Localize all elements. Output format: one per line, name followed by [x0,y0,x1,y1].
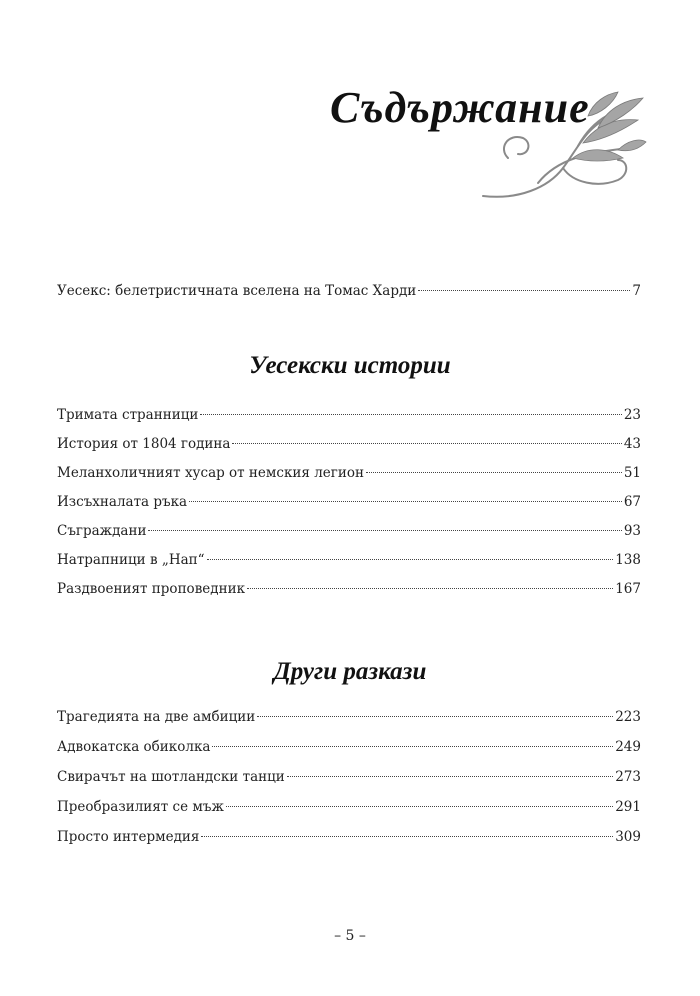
toc-entry-page: 7 [632,283,641,299]
toc-row[interactable] [57,552,641,574]
toc-entry-page: 291 [615,799,641,815]
section-heading-wessex-tales: Уесекски истории [249,352,451,379]
dot-leader [212,746,613,747]
toc-entry-page: 23 [623,407,641,423]
toc-entry-title: Натрапници в „Нап“ [57,552,205,568]
dot-leader [257,716,613,717]
toc-entry-title: Изсъхналата ръка [57,494,188,510]
toc-row[interactable] [57,709,641,731]
toc-entry-page: 67 [623,494,641,510]
dot-leader [200,414,621,415]
toc-entry-title: Свирачът на шотландски танци [57,769,285,785]
toc-row-intro[interactable] [57,283,641,305]
toc-row[interactable] [57,436,641,458]
toc-entry-title: Уесекс: белетристичната вселена на Томас Харди [57,283,417,299]
toc-entry-page: 273 [615,769,641,785]
dot-leader [247,588,613,589]
dot-leader [232,443,621,444]
toc-entry-page: 43 [623,436,641,452]
toc-row[interactable] [57,465,641,487]
dot-leader [148,530,621,531]
toc-entry-title: Съграждани [57,523,147,539]
toc-entry-page: 167 [615,581,641,597]
toc-entry-title: Трагедията на две амбиции [57,709,256,725]
toc-entry-page: 249 [615,739,641,755]
toc-entry-title: Меланхоличният хусар от немския легион [57,465,364,481]
toc-row[interactable] [57,799,641,821]
dot-leader [207,559,614,560]
toc-row[interactable] [57,829,641,851]
toc-entry-title: Преобразилият се мъж [57,799,224,815]
toc-entry-page: 223 [615,709,641,725]
toc-entry-title: Раздвоеният проповедник [57,581,246,597]
dot-leader [418,290,630,291]
toc-entry-page: 93 [623,523,641,539]
floral-ornament-icon [478,88,648,208]
section-heading-other-stories: Други разкази [273,658,427,685]
toc-entry-title: Тримата странници [57,407,199,423]
dot-leader [201,836,613,837]
toc-entry-title: Просто интермедия [57,829,200,845]
toc-row[interactable] [57,407,641,429]
page-number: – 5 – [334,928,366,944]
dot-leader [189,501,622,502]
toc-entry-page: 138 [615,552,641,568]
toc-entry-title: Адвокатска обиколка [57,739,211,755]
toc-entry-page: 51 [623,465,641,481]
page-title: Съдържание [330,83,590,132]
dot-leader [287,776,613,777]
toc-row[interactable] [57,581,641,603]
dot-leader [366,472,622,473]
toc-row[interactable] [57,523,641,545]
toc-row[interactable] [57,494,641,516]
dot-leader [226,806,613,807]
toc-entry-title: История от 1804 година [57,436,231,452]
toc-row[interactable] [57,769,641,791]
toc-row[interactable] [57,739,641,761]
toc-entry-page: 309 [615,829,641,845]
